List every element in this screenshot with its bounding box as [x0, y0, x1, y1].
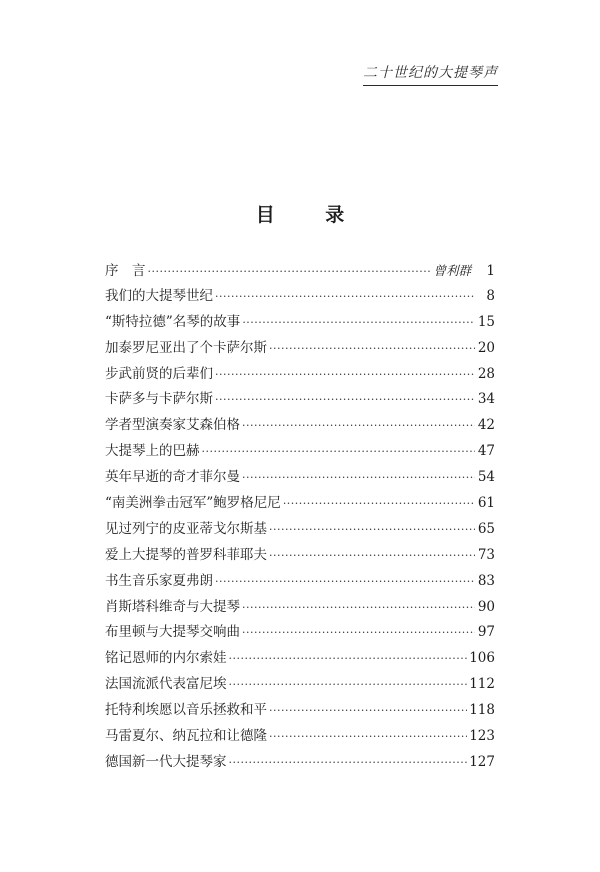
dot-leader: [202, 439, 476, 465]
toc-entry[interactable]: [105, 517, 495, 543]
toc-entry-page-number: 118: [469, 702, 495, 719]
dot-leader: [242, 620, 475, 646]
toc-entry-title: 卡萨多与卡萨尔斯: [105, 391, 213, 408]
dot-leader: [269, 724, 467, 750]
toc-entry-page-number: 65: [477, 520, 495, 537]
dot-leader: [229, 672, 468, 698]
toc-entry-page-number: 42: [477, 417, 495, 434]
dot-leader: [242, 465, 475, 491]
dot-leader: [269, 698, 467, 724]
toc-entry[interactable]: [105, 698, 495, 724]
toc-entry-page-number: 20: [477, 339, 495, 356]
toc-entry-title: 英年早逝的奇才菲尔曼: [105, 469, 240, 486]
toc-entry-page-number: 90: [477, 598, 495, 615]
toc-entry[interactable]: [105, 569, 495, 595]
toc-entry-page-number: 8: [486, 287, 495, 304]
toc-entry-title: 布里顿与大提琴交响曲: [105, 624, 240, 641]
dot-leader: [283, 491, 475, 517]
toc-entry[interactable]: [105, 310, 495, 336]
toc-entry-page-number: 112: [469, 676, 495, 693]
toc-entry-title: 我们的大提琴世纪: [105, 287, 213, 304]
dot-leader: [242, 595, 475, 621]
toc-entry[interactable]: [105, 439, 495, 465]
toc-entry-page-number: 106: [469, 650, 495, 667]
toc-entry-title: 步武前贤的后辈们: [105, 365, 213, 382]
toc-entry-title: 马雷夏尔、纳瓦拉和让德隆: [105, 728, 267, 745]
dot-leader: [215, 569, 475, 595]
toc-entry-title: 铭记恩师的内尔索娃: [105, 650, 227, 667]
toc-entry-title: 托特利埃愿以音乐拯救和平: [105, 702, 267, 719]
toc-entry[interactable]: [105, 620, 495, 646]
toc-entry-title: 学者型演奏家艾森伯格: [105, 417, 240, 434]
dot-leader: [269, 517, 475, 543]
dot-leader: [242, 413, 475, 439]
dot-leader: [148, 259, 432, 285]
toc-entry[interactable]: [105, 336, 495, 362]
dot-leader: [215, 284, 475, 310]
toc-entry-title: 见过列宁的皮亚蒂戈尔斯基: [105, 520, 267, 537]
toc-entry-page-number: 73: [477, 546, 495, 563]
dot-leader: [242, 310, 475, 336]
toc-entry-page-number: 54: [477, 469, 495, 486]
toc-entry-page-number: 47: [477, 443, 495, 460]
toc-entry[interactable]: [105, 413, 495, 439]
toc-entry-page-number: 83: [477, 572, 495, 589]
toc-entry-title: 法国流派代表富尼埃: [105, 676, 227, 693]
table-of-contents: [105, 258, 495, 776]
dot-leader: [229, 750, 468, 776]
toc-entry[interactable]: [105, 724, 495, 750]
page-title: 目 录: [255, 204, 367, 226]
dot-leader: [229, 646, 468, 672]
toc-entry-title: “南美洲拳击冠军”鲍罗格尼尼: [105, 495, 281, 512]
dot-leader: [215, 387, 475, 413]
toc-entry[interactable]: [105, 543, 495, 569]
toc-entry-page-number: 127: [469, 753, 495, 770]
toc-entry-title: 序 言: [105, 263, 146, 279]
toc-entry-page-number: 34: [477, 391, 495, 408]
toc-entry-title: 德国新一代大提琴家: [105, 753, 227, 770]
toc-entry-title: 加泰罗尼亚出了个卡萨尔斯: [105, 339, 267, 356]
toc-entry-page-number: 15: [477, 313, 495, 330]
toc-entry-author: 曾利群: [433, 263, 471, 278]
dot-leader: [269, 543, 475, 569]
toc-entry-title: “斯特拉德”名琴的故事: [105, 313, 241, 330]
toc-entry-page-number: 61: [477, 495, 495, 512]
toc-entry[interactable]: [105, 465, 495, 491]
dot-leader: [269, 336, 475, 362]
toc-entry-title: 肖斯塔科维奇与大提琴: [105, 598, 240, 615]
toc-entry[interactable]: [105, 750, 495, 776]
running-head: 二十世纪的大提琴声: [363, 62, 498, 86]
dot-leader: [215, 362, 475, 388]
toc-entry[interactable]: [105, 284, 495, 310]
toc-entry-page-number: 28: [477, 365, 495, 382]
toc-entry-title: 爱上大提琴的普罗科菲耶夫: [105, 546, 267, 563]
toc-entry-title: 书生音乐家夏弗朗: [105, 572, 213, 589]
toc-entry[interactable]: [105, 672, 495, 698]
toc-entry[interactable]: [105, 258, 495, 284]
toc-entry[interactable]: [105, 595, 495, 621]
toc-entry[interactable]: [105, 491, 495, 517]
toc-entry-title: 大提琴上的巴赫: [105, 443, 200, 460]
toc-entry-page-number: 123: [469, 728, 495, 745]
toc-entry-page-number: 97: [477, 624, 495, 641]
toc-entry[interactable]: [105, 362, 495, 388]
toc-entry-page-number: 1: [486, 263, 495, 279]
toc-entry[interactable]: [105, 646, 495, 672]
toc-entry[interactable]: [105, 387, 495, 413]
